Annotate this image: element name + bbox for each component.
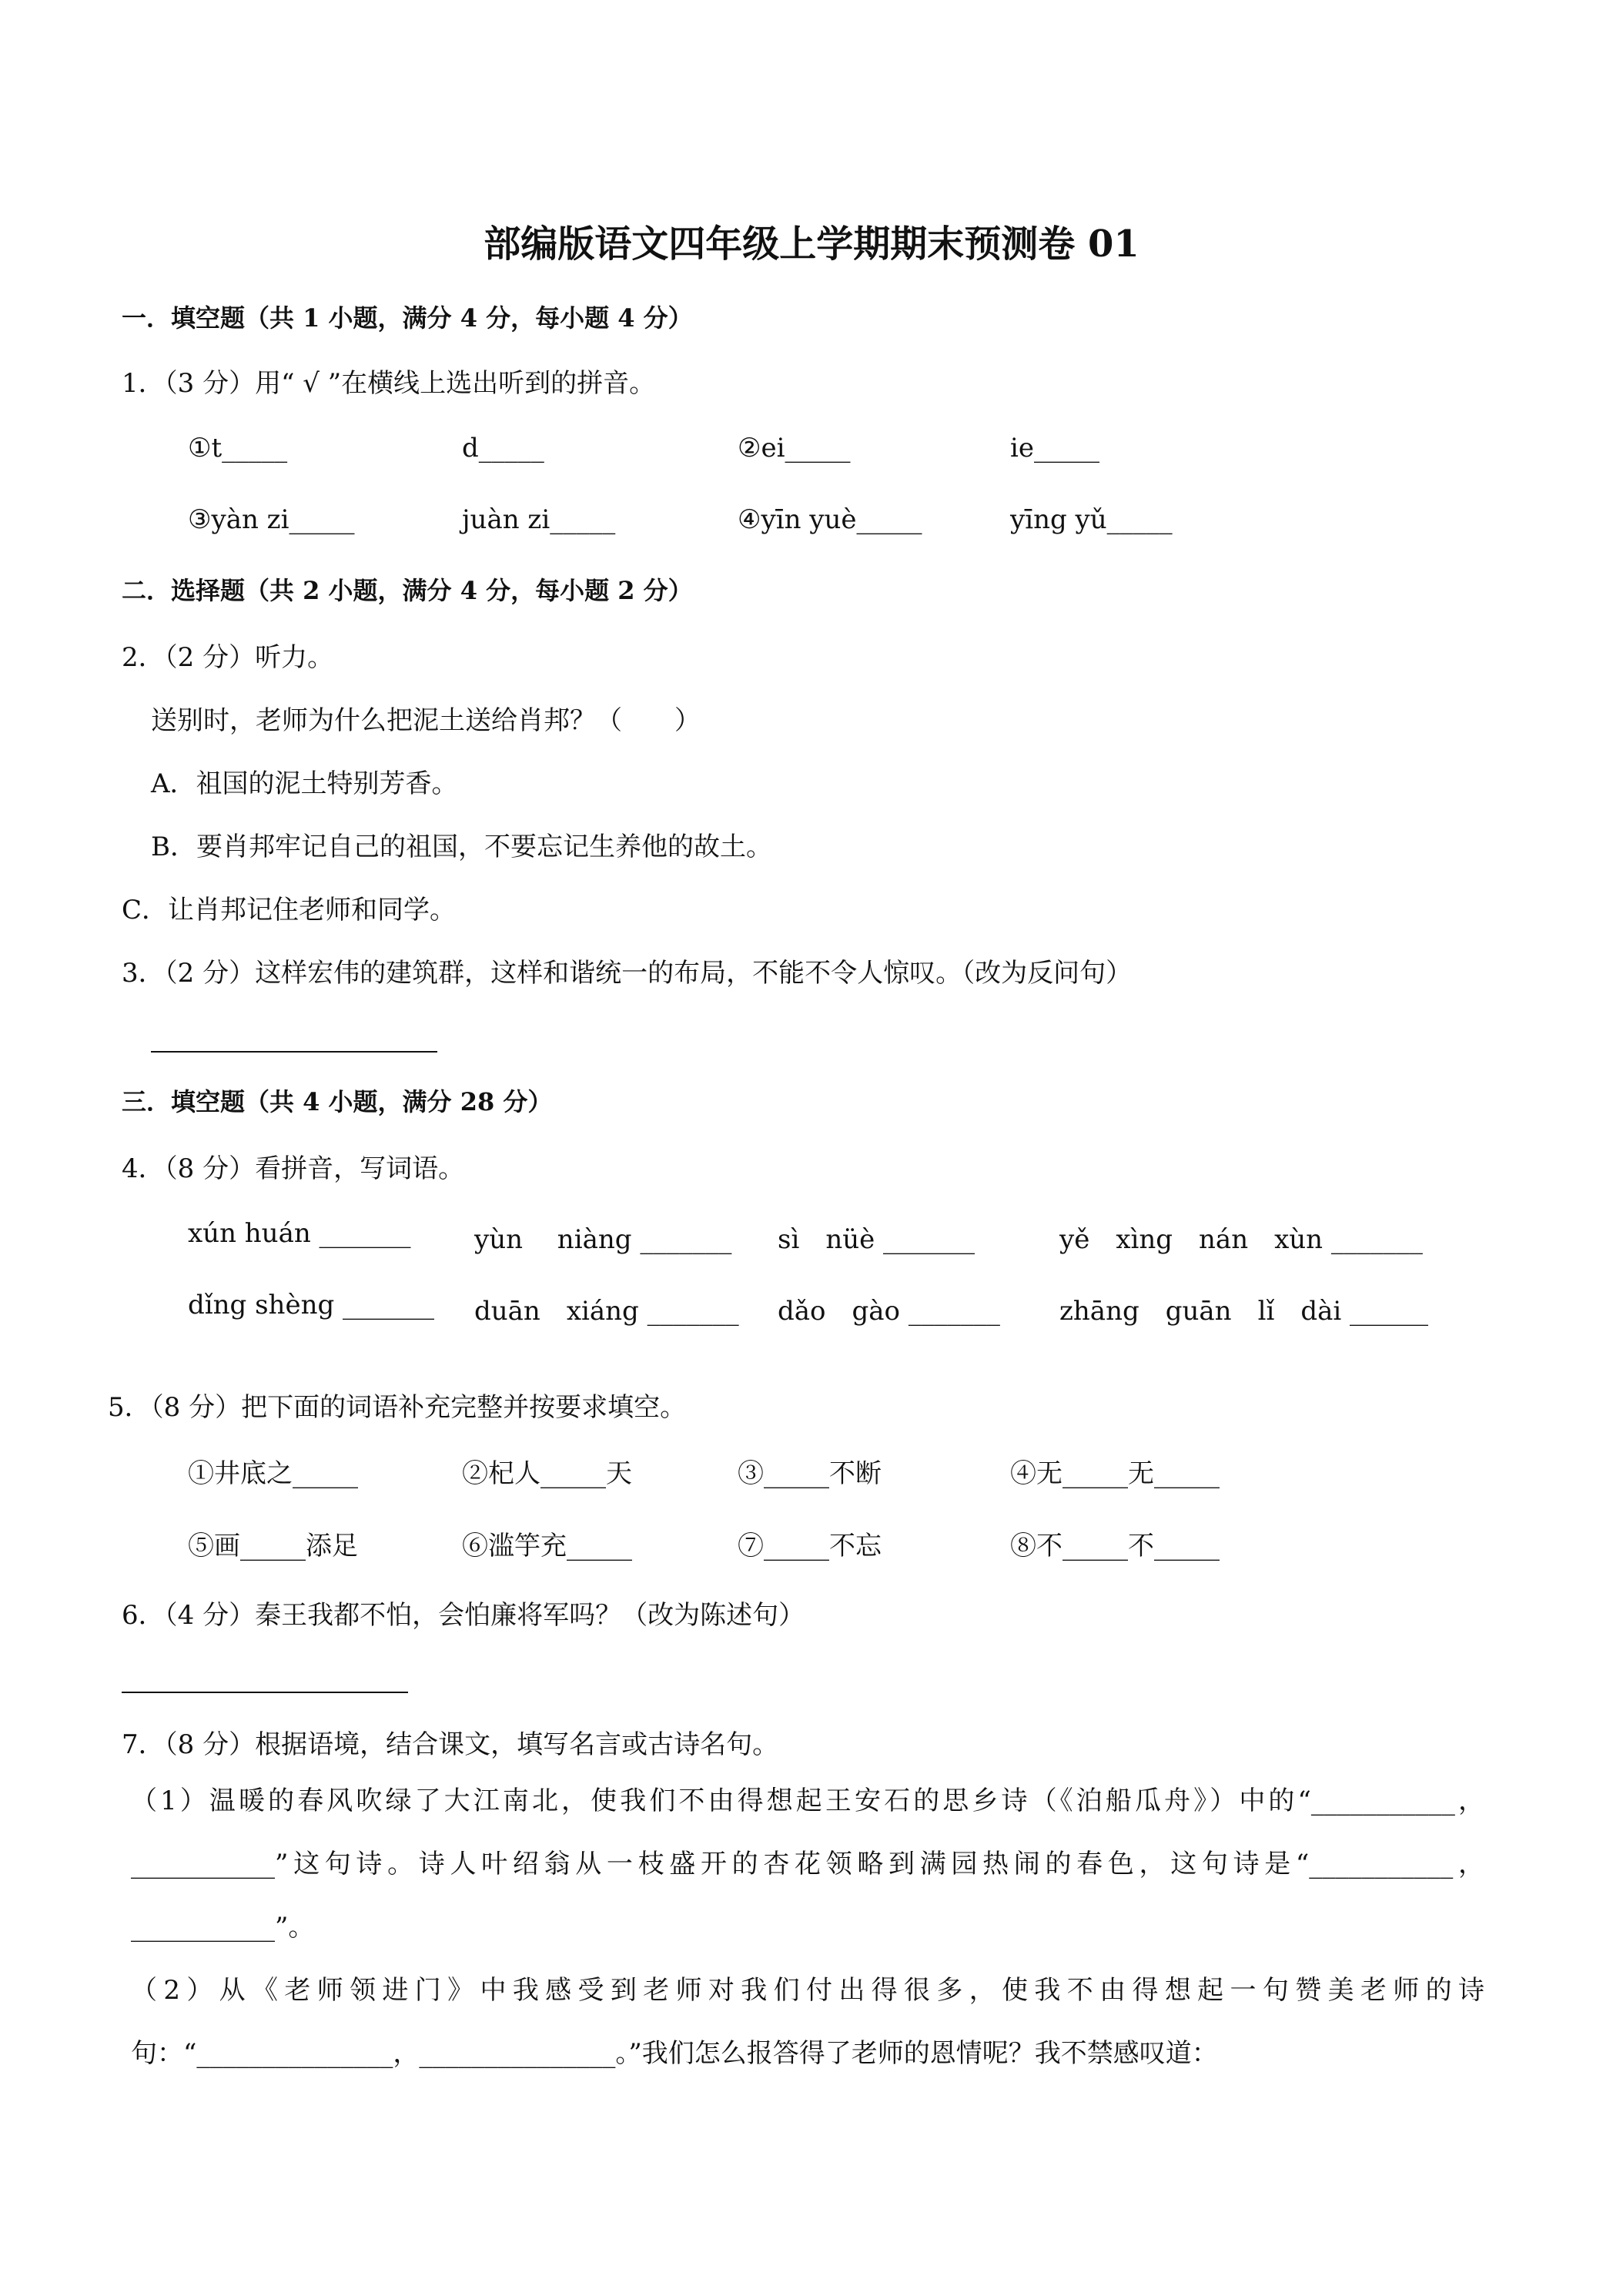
pinyin-item: yě xìng nán xùn _______ [1059,1224,1423,1255]
question-7-part-2: （2）从《老师领进门》中我感受到老师对我们付出得很多，使我不由得想起一句赞美老师的诗句：“_______________，_______________。”我们怎么报答得了老师的恩情呢？我不禁感叹道： [131,1975,1484,2069]
question-7-part-1: （1）温暖的春风吹绿了大江南北，使我们不由得想起王安石的思乡诗（《泊船瓜舟》）中的“___________，___________”这句诗。诗人叶绍翁从一枝盛开的杏花领略到满园热闹的春色，这句诗是“___________，___________”。 [131,1786,1484,1943]
idiom-item: ⑦_____不忘 [738,1531,882,1561]
question-3-stem: 3．（2 分）这样宏伟的建筑群，这样和谐统一的布局，不能不令人惊叹。（改为反问句） [122,958,1133,989]
idiom-item: ③_____不断 [738,1458,882,1489]
pinyin-item: duān xiáng _______ [474,1296,739,1327]
idiom-item: ②杞人_____天 [462,1458,632,1489]
q1-option: juàn zi_____ [462,504,616,535]
pinyin-item: yùn niàng _______ [474,1224,732,1255]
pinyin-item: zhāng guān lǐ dài ______ [1059,1296,1429,1327]
question-5-stem: 5．（8 分）把下面的词语补充完整并按要求填空。 [108,1392,687,1423]
section-heading-3: 三．填空题（共 4 小题，满分 28 分） [122,1087,553,1116]
choice-a: A．祖国的泥土特别芳香。 [151,768,458,799]
choice-c: C．让肖邦记住老师和同学。 [122,895,457,925]
question-1-stem: 1．（3 分）用“ √ ”在横线上选出听到的拼音。 [122,368,656,399]
q1-option: ie_____ [1010,433,1099,464]
pinyin-item: sì nüè _______ [778,1224,975,1255]
question-2-prompt: 送别时，老师为什么把泥土送给肖邦？（ ） [151,705,701,736]
question-2-stem: 2．（2 分）听力。 [122,642,334,673]
pinyin-item: xún huán _______ [188,1218,411,1249]
idiom-item: ⑧不_____不_____ [1010,1531,1220,1561]
question-4-stem: 4．（8 分）看拼音，写词语。 [122,1153,465,1184]
choice-b: B．要肖邦牢记自己的祖国，不要忘记生养他的故土。 [151,832,772,862]
idiom-item: ①井底之_____ [188,1458,358,1489]
q1-option: ③yàn zi_____ [188,504,355,535]
answer-line [151,1051,437,1053]
q1-option: ④yīn yuè_____ [738,504,922,535]
pinyin-item: dǐng shèng _______ [188,1290,435,1320]
idiom-item: ④无_____无_____ [1010,1458,1220,1489]
pinyin-item: dǎo gào _______ [778,1296,1000,1327]
page-title: 部编版语文四年级上学期期末预测卷 01 [484,223,1139,266]
q1-option: d_____ [462,433,544,464]
q1-option: ②ei_____ [738,433,851,464]
idiom-item: ⑥滥竽充_____ [462,1531,632,1561]
q1-option: ①t_____ [188,433,288,464]
question-6-stem: 6．（4 分）秦王我都不怕，会怕廉将军吗？（改为陈述句） [122,1600,805,1631]
idiom-item: ⑤画_____添足 [188,1531,358,1561]
question-7-stem: 7．（8 分）根据语境，结合课文，填写名言或古诗名句。 [122,1729,779,1760]
answer-line [122,1692,408,1693]
section-heading-2: 二．选择题（共 2 小题，满分 4 分，每小题 2 分） [122,576,693,605]
section-heading-1: 一．填空题（共 1 小题，满分 4 分，每小题 4 分） [122,303,693,333]
q1-option: yīng yǔ_____ [1010,504,1173,535]
